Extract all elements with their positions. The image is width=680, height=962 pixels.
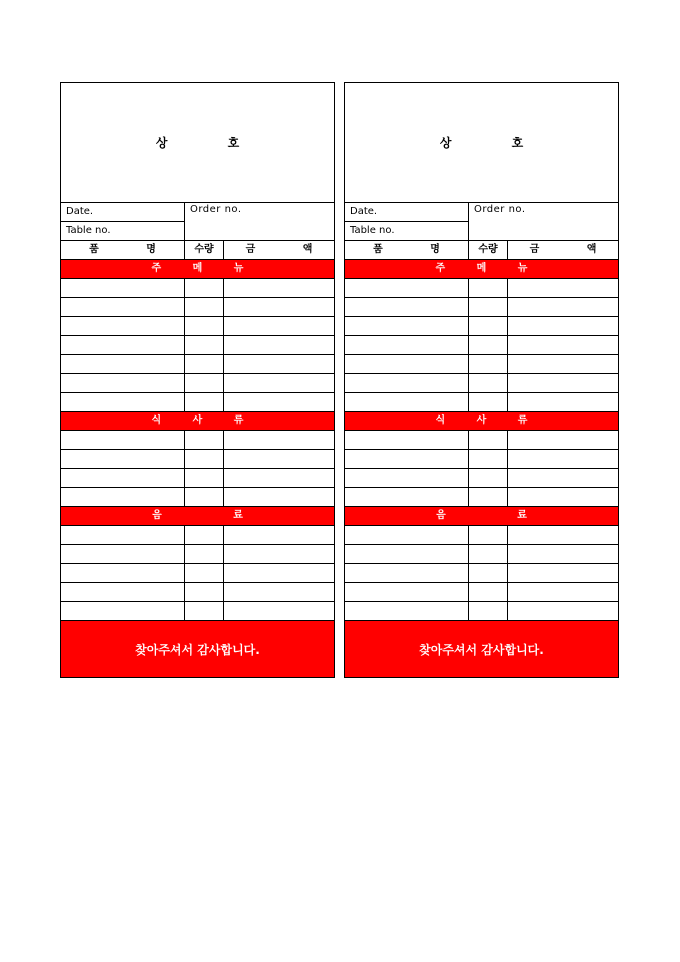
column-header-row	[345, 241, 618, 260]
quantity-cell[interactable]	[185, 355, 224, 373]
quantity-cell[interactable]	[185, 336, 224, 354]
amount-cell[interactable]	[224, 336, 334, 354]
amount-cell[interactable]	[224, 450, 334, 468]
item-name-cell[interactable]	[61, 488, 185, 506]
order-line-row[interactable]	[61, 298, 334, 317]
quantity-cell[interactable]	[469, 526, 508, 544]
item-name-cell[interactable]	[61, 545, 185, 563]
quantity-cell[interactable]	[185, 431, 224, 449]
order-line-row[interactable]	[61, 602, 334, 621]
order-no-label: Order no.	[190, 204, 242, 215]
quantity-cell[interactable]	[185, 602, 224, 620]
quantity-cell[interactable]	[185, 317, 224, 335]
order-line-row[interactable]	[345, 393, 618, 412]
item-name-cell[interactable]	[61, 298, 185, 316]
order-line-row[interactable]	[345, 488, 618, 507]
order-line-row[interactable]	[61, 317, 334, 336]
date-label: Date.	[345, 203, 468, 222]
amount-cell[interactable]	[224, 602, 334, 620]
shop-name-box	[61, 83, 334, 203]
amount-cell[interactable]	[508, 602, 618, 620]
item-name-cell[interactable]	[61, 564, 185, 582]
order-line-row[interactable]	[61, 374, 334, 393]
amount-cell[interactable]	[508, 355, 618, 373]
item-name-cell[interactable]	[345, 279, 469, 297]
amount-header: 금 액	[245, 244, 335, 255]
order-line-row[interactable]	[345, 298, 618, 317]
quantity-cell[interactable]	[185, 526, 224, 544]
amount-cell[interactable]	[224, 526, 334, 544]
quantity-cell[interactable]	[469, 355, 508, 373]
order-line-row[interactable]	[345, 450, 618, 469]
amount-cell[interactable]	[508, 431, 618, 449]
quantity-cell[interactable]	[469, 545, 508, 563]
quantity-cell[interactable]	[185, 564, 224, 582]
item-name-cell[interactable]	[345, 488, 469, 506]
quantity-cell[interactable]	[185, 583, 224, 601]
item-name-cell[interactable]	[61, 526, 185, 544]
order-line-row[interactable]	[61, 355, 334, 374]
order-line-row[interactable]	[61, 431, 334, 450]
quantity-cell[interactable]	[469, 374, 508, 392]
quantity-cell[interactable]	[469, 279, 508, 297]
amount-cell[interactable]	[224, 393, 334, 411]
item-name-cell[interactable]	[345, 545, 469, 563]
amount-cell[interactable]	[508, 298, 618, 316]
quantity-cell[interactable]	[185, 393, 224, 411]
section-header: 음 료	[345, 507, 618, 526]
item-name-cell[interactable]	[345, 583, 469, 601]
order-line-row[interactable]	[345, 602, 618, 621]
order-line-row[interactable]	[61, 583, 334, 602]
item-name-cell[interactable]	[61, 469, 185, 487]
quantity-cell[interactable]	[185, 469, 224, 487]
item-name-cell[interactable]	[61, 583, 185, 601]
order-line-row[interactable]	[61, 488, 334, 507]
table-no-label: Table no.	[66, 225, 111, 236]
quantity-cell[interactable]	[185, 374, 224, 392]
amount-cell[interactable]	[508, 545, 618, 563]
thank-you-text: 찾아주셔서 감사합니다.	[135, 642, 260, 657]
shop-name: 상 호	[439, 136, 552, 150]
order-info	[61, 203, 334, 241]
amount-cell[interactable]	[508, 526, 618, 544]
quantity-cell[interactable]	[469, 469, 508, 487]
item-name-cell[interactable]	[345, 431, 469, 449]
thank-you-text: 찾아주셔서 감사합니다.	[419, 642, 544, 657]
amount-cell[interactable]	[508, 583, 618, 601]
amount-cell[interactable]	[224, 279, 334, 297]
item-name-header: 품 명	[373, 244, 462, 255]
item-name-cell[interactable]	[61, 602, 185, 620]
amount-header: 금 액	[529, 244, 619, 255]
amount-cell[interactable]	[224, 545, 334, 563]
date-label: Date.	[61, 203, 184, 222]
amount-cell[interactable]	[224, 374, 334, 392]
item-name-cell[interactable]	[345, 450, 469, 468]
quantity-cell[interactable]	[469, 602, 508, 620]
amount-cell[interactable]	[508, 564, 618, 582]
order-line-row[interactable]	[61, 336, 334, 355]
quantity-header: 수량	[469, 241, 508, 259]
column-header-row	[61, 241, 334, 260]
item-name-cell[interactable]	[345, 355, 469, 373]
amount-cell[interactable]	[508, 450, 618, 468]
item-name-cell[interactable]	[61, 374, 185, 392]
amount-cell[interactable]	[508, 336, 618, 354]
quantity-cell[interactable]	[185, 279, 224, 297]
thank-you-banner	[61, 621, 334, 677]
order-no-label: Order no.	[474, 204, 526, 215]
section-header: 식 사 류	[345, 412, 618, 431]
amount-cell[interactable]	[224, 431, 334, 449]
quantity-cell[interactable]	[469, 450, 508, 468]
item-name-cell[interactable]	[345, 526, 469, 544]
order-line-row[interactable]	[345, 564, 618, 583]
table-no-label: Table no.	[350, 225, 395, 236]
amount-cell[interactable]	[508, 279, 618, 297]
quantity-cell[interactable]	[469, 298, 508, 316]
item-name-cell[interactable]	[345, 298, 469, 316]
order-line-row[interactable]	[345, 469, 618, 488]
item-name-cell[interactable]	[61, 336, 185, 354]
item-name-cell[interactable]	[345, 317, 469, 335]
order-line-row[interactable]	[345, 336, 618, 355]
shop-name-box	[345, 83, 618, 203]
item-name-cell[interactable]	[345, 602, 469, 620]
amount-cell[interactable]	[508, 488, 618, 506]
item-name-cell[interactable]	[61, 279, 185, 297]
order-line-row[interactable]	[345, 355, 618, 374]
thank-you-banner	[345, 621, 618, 677]
order-line-row[interactable]	[61, 393, 334, 412]
quantity-cell[interactable]	[469, 564, 508, 582]
item-name-cell[interactable]	[61, 393, 185, 411]
shop-name: 상 호	[155, 136, 268, 150]
amount-cell[interactable]	[224, 469, 334, 487]
item-name-cell[interactable]	[345, 469, 469, 487]
amount-cell[interactable]	[224, 298, 334, 316]
amount-cell[interactable]	[508, 317, 618, 335]
item-name-cell[interactable]	[345, 393, 469, 411]
order-slip-right	[344, 82, 619, 678]
order-line-row[interactable]	[61, 279, 334, 298]
quantity-cell[interactable]	[185, 298, 224, 316]
quantity-header: 수량	[185, 241, 224, 259]
amount-cell[interactable]	[224, 564, 334, 582]
order-line-row[interactable]	[61, 564, 334, 583]
quantity-cell[interactable]	[469, 583, 508, 601]
quantity-cell[interactable]	[469, 488, 508, 506]
order-line-row[interactable]	[345, 526, 618, 545]
order-line-row[interactable]	[61, 545, 334, 564]
item-name-cell[interactable]	[345, 374, 469, 392]
amount-cell[interactable]	[508, 393, 618, 411]
quantity-cell[interactable]	[185, 545, 224, 563]
quantity-cell[interactable]	[469, 393, 508, 411]
item-name-header: 품 명	[89, 244, 178, 255]
amount-cell[interactable]	[508, 469, 618, 487]
order-line-row[interactable]	[61, 450, 334, 469]
order-line-row[interactable]	[345, 545, 618, 564]
order-info	[345, 203, 618, 241]
order-line-row[interactable]	[345, 583, 618, 602]
order-line-row[interactable]	[345, 317, 618, 336]
quantity-cell[interactable]	[185, 488, 224, 506]
amount-cell[interactable]	[224, 317, 334, 335]
item-name-cell[interactable]	[345, 336, 469, 354]
section-header: 음 료	[61, 507, 334, 526]
amount-cell[interactable]	[224, 355, 334, 373]
item-name-cell[interactable]	[61, 317, 185, 335]
section-header: 주 메 뉴	[345, 260, 618, 279]
item-name-cell[interactable]	[61, 431, 185, 449]
order-line-row[interactable]	[345, 431, 618, 450]
order-line-row[interactable]	[345, 279, 618, 298]
quantity-cell[interactable]	[185, 450, 224, 468]
item-name-cell[interactable]	[61, 450, 185, 468]
amount-cell[interactable]	[224, 583, 334, 601]
order-slip-left	[60, 82, 335, 678]
order-line-row[interactable]	[61, 469, 334, 488]
item-name-cell[interactable]	[345, 564, 469, 582]
quantity-cell[interactable]	[469, 336, 508, 354]
amount-cell[interactable]	[224, 488, 334, 506]
quantity-cell[interactable]	[469, 431, 508, 449]
section-header: 식 사 류	[61, 412, 334, 431]
section-header: 주 메 뉴	[61, 260, 334, 279]
order-line-row[interactable]	[61, 526, 334, 545]
amount-cell[interactable]	[508, 374, 618, 392]
order-line-row[interactable]	[345, 374, 618, 393]
quantity-cell[interactable]	[469, 317, 508, 335]
item-name-cell[interactable]	[61, 355, 185, 373]
